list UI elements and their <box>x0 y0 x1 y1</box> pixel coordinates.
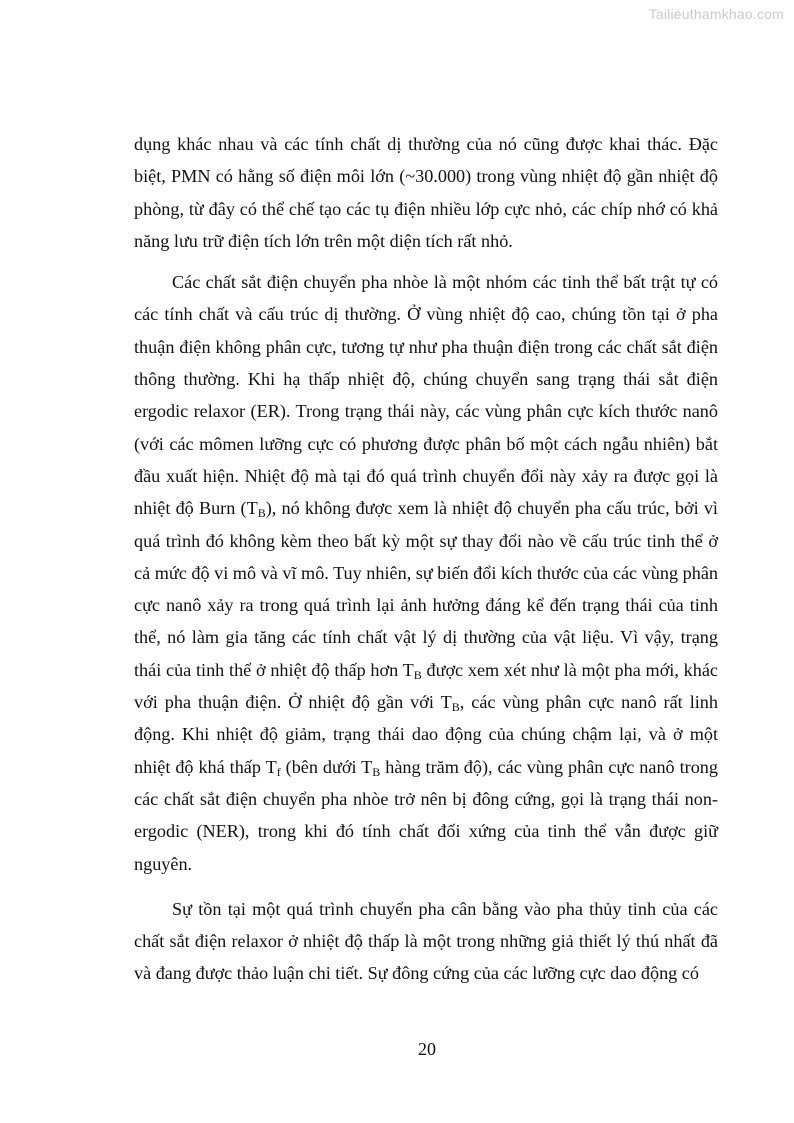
subscript-b: B <box>413 667 422 682</box>
paragraph-2-text-3: được xem xét như là một pha mới, khác với pha thuận điện. Ở nhiệt độ gần với T <box>134 659 718 713</box>
subscript-b: B <box>257 506 266 521</box>
paragraph-2 <box>134 266 718 880</box>
subscript-b: B <box>372 764 381 779</box>
paragraph-2-text-5: (bên dưới T <box>280 756 373 777</box>
subscript-f: f <box>276 764 281 779</box>
paragraph-3: Sự tồn tại một quá trình chuyển pha cân bằng vào pha thủy tinh của các chất sắt điện relaxor ở nhiệt độ thấp là một trong những giả thiết lý thú nhất đã và đang được thảo luận chi tiết. Sự đông cứng của các lưỡng cực dao động có <box>134 898 718 984</box>
paragraph-2-text-6: hàng trăm độ), các vùng phân cực nanô trong các chất sắt điện chuyển pha nhòe trở nên bị đông cứng, gọi là trạng thái non-ergodic (NER), trong khi đó tính chất đối xứng của tinh thể vẫn được giữ nguyên. <box>134 756 718 874</box>
paragraph-2-text-2: ), nó không được xem là nhiệt độ chuyển pha cấu trúc, bởi vì quá trình đó không kèm theo bất kỳ một sự thay đổi nào về cấu trúc tinh thể ở cả mức độ vi mô và vĩ mô. Tuy nhiên, sự biến đổi kích thước của các vùng phân cực nanô xảy ra trong quá trình lại ảnh hưởng đáng kể đến trạng thái của tinh thể, nó làm gia tăng các tính chất vật lý dị thường của vật liệu. Vì vậy, trạng thái của tinh thể ở nhiệt độ thấp hơn T <box>134 498 718 680</box>
page-body <box>134 128 718 990</box>
paragraph-1: dụng khác nhau và các tính chất dị thường của nó cũng được khai thác. Đặc biệt, PMN có hằng số điện môi lớn (~30.000) trong vùng nhiệt độ gần nhiệt độ phòng, từ đây có thể chế tạo các tụ điện nhiều lớp cực nhỏ, các chíp nhớ có khả năng lưu trữ điện tích lớn trên một diện tích rất nhỏ. <box>134 134 718 251</box>
page-number: 20 <box>418 1039 436 1059</box>
paragraph-2-text-1: Các chất sắt điện chuyển pha nhòe là một nhóm các tinh thể bất trật tự có các tính chất và cấu trúc dị thường. Ở vùng nhiệt độ cao, chúng tồn tại ở pha thuận điện không phân cực, tương tự như pha thuận điện trong các chất sắt điện thông thường. Khi hạ thấp nhiệt độ, chúng chuyển sang trạng thái sắt điện ergodic relaxor (ER). Trong trạng thái này, các vùng phân cực kích thước nanô (với các mômen lưỡng cực có phương được phân bố một cách ngẫu nhiên) bắt đầu xuất hiện. Nhiệt độ mà tại đó quá trình chuyển đổi này xảy ra được gọi là nhiệt độ Burn (T <box>134 272 718 519</box>
watermark-text: Tailieuthamkhao.com <box>648 6 784 22</box>
paragraph-2-text-4: , các vùng phân cực nanô rất linh động. Khi nhiệt độ giảm, trạng thái dao động của chúng chậm lại, và ở một nhiệt độ khá thấp T <box>134 692 718 777</box>
subscript-b: B <box>451 700 460 715</box>
